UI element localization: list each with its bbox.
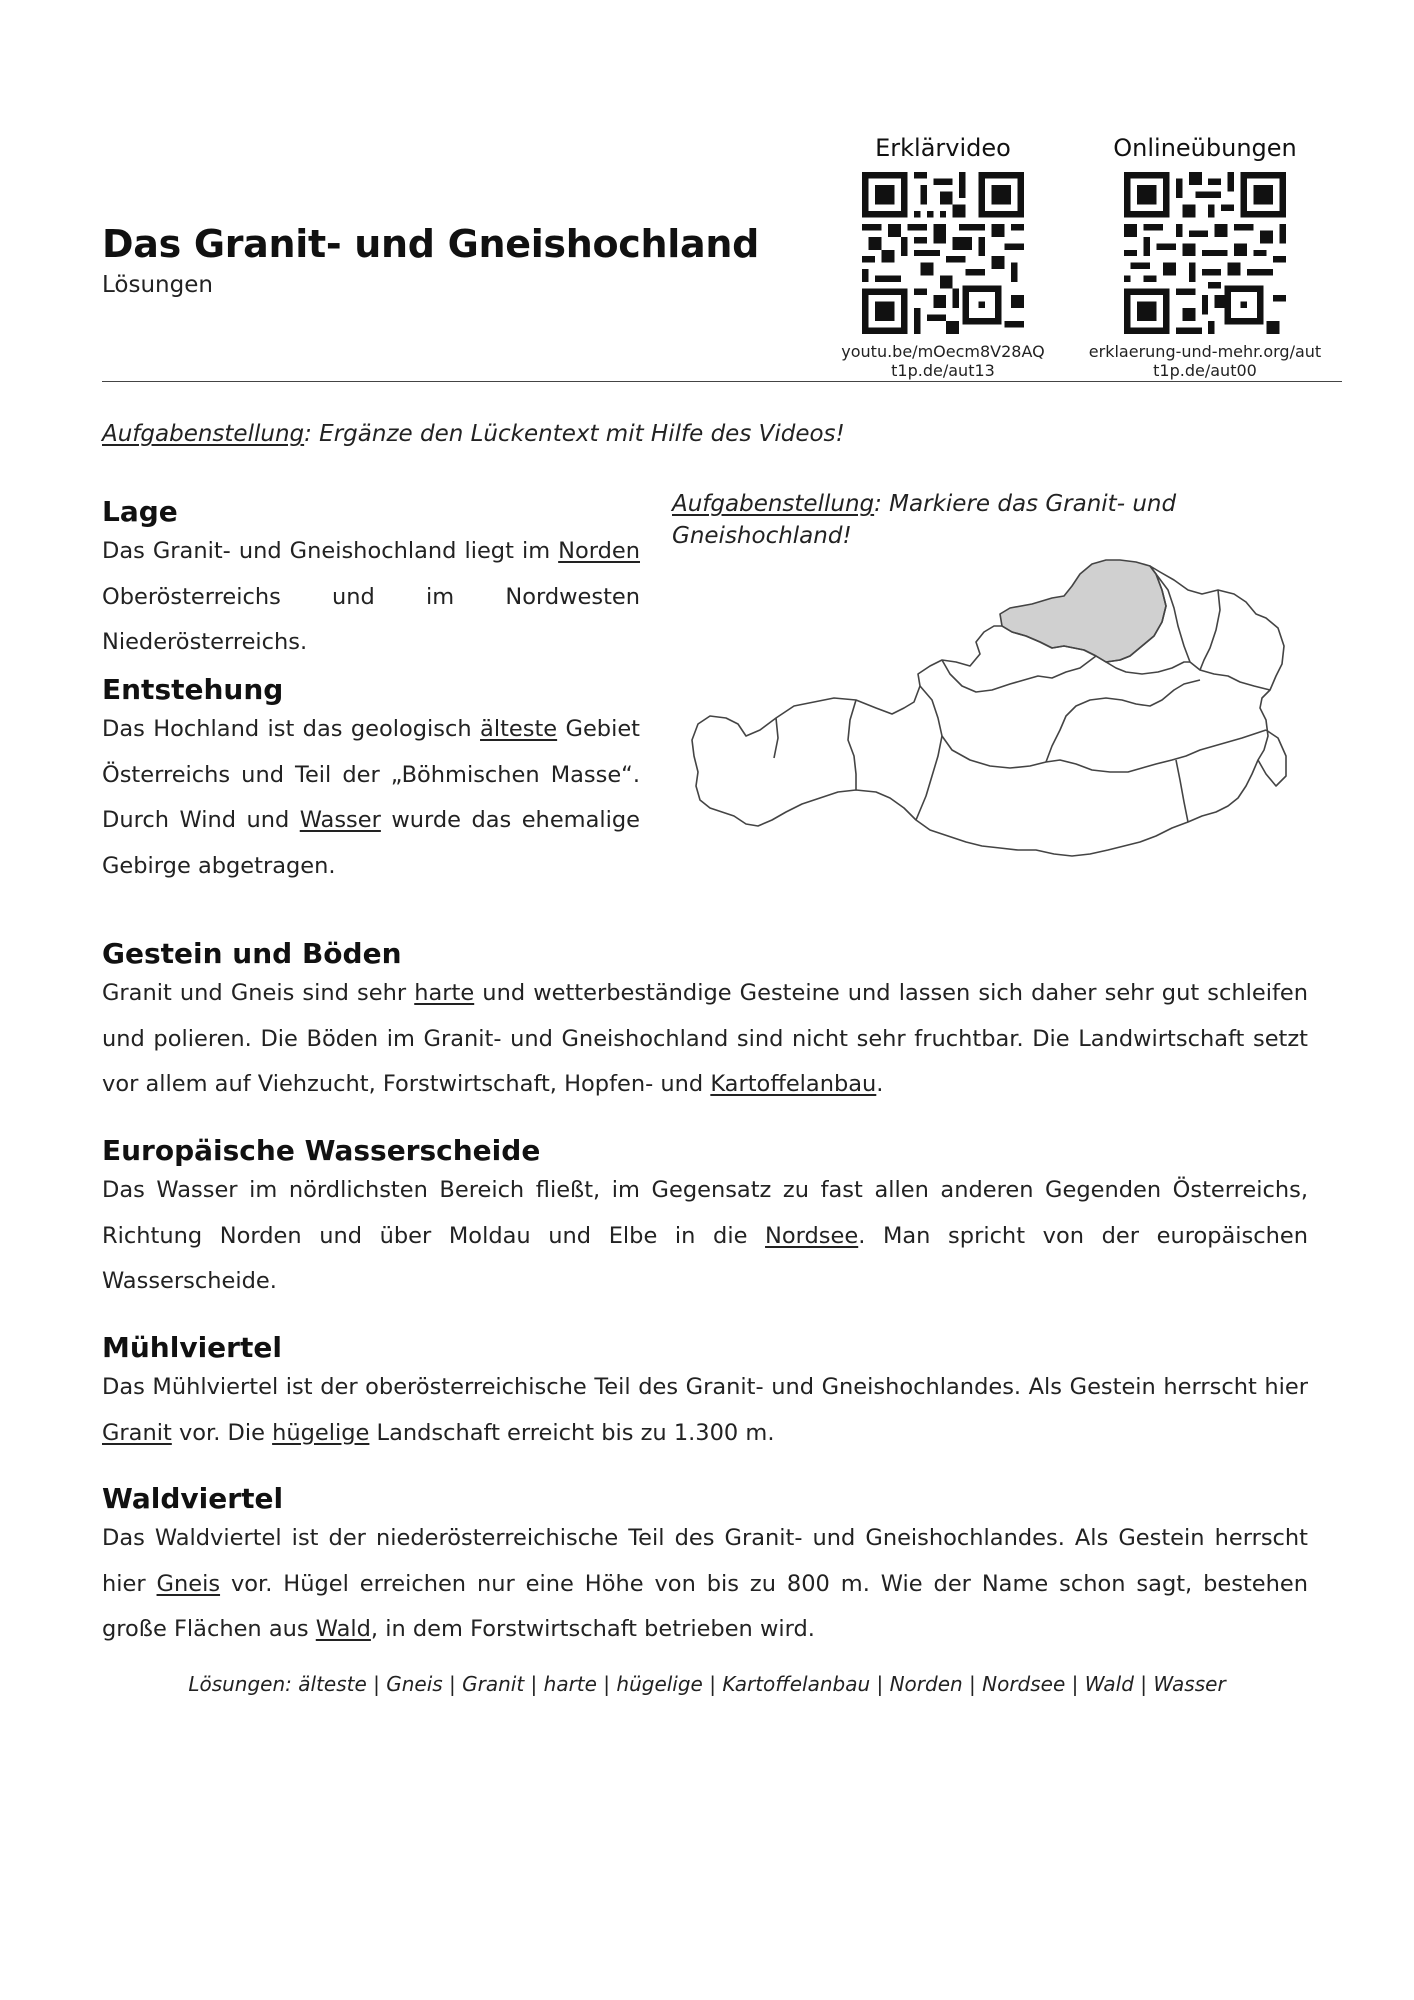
section-heading-muehlviertel: Mühlviertel (102, 1331, 282, 1364)
section-gestein (102, 937, 1308, 1108)
section-heading-gestein: Gestein und Böden (102, 937, 402, 970)
qr-video-link-short[interactable]: t1p.de/aut13 (891, 361, 995, 380)
text-run: Das Wasser im nördlichsten Bereich fließt, im Gegensatz zu fast allen anderen Gegenden Österreichs, Richtung Norden und über Moldau und Elbe in die (102, 1177, 1308, 1249)
text-run: . Man spricht von der europäischen Wasserscheide. (102, 1222, 1308, 1294)
qr-code-video-icon[interactable] (862, 172, 1024, 334)
map-state-border (942, 656, 1096, 692)
qr-video-block (818, 134, 1068, 380)
qr-exercises-label: Onlineübungen (1113, 134, 1297, 162)
map-state-border (1200, 590, 1220, 670)
answer-nordsee: Nordsee (765, 1222, 859, 1249)
page-subtitle: Lösungen (102, 272, 213, 298)
text-run: , in dem Forstwirtschaft betrieben wird. (370, 1616, 815, 1642)
text-run: Gebiet Österreichs und Teil der „Böhmischen Masse“. Durch Wind und (102, 716, 640, 833)
text-run: Das Waldviertel ist der niederösterreichische Teil des Granit- und Gneishochlandes. Als Gestein herrscht hier (102, 1525, 1308, 1597)
answer-kartoffelanbau: Kartoffelanbau (710, 1071, 877, 1097)
map-state-border (774, 718, 778, 758)
text-run: Oberösterreichs und im Nordwesten Niederösterreichs. (102, 583, 640, 655)
map-state-border (916, 736, 942, 820)
answer-gneis: Gneis (156, 1570, 221, 1597)
answer-harte: harte (414, 980, 475, 1006)
map-state-border (1258, 730, 1286, 786)
solutions-line: Lösungen: älteste | Gneis | Granit | harte | hügelige | Kartoffelanbau | Norden | Nordsee | Wald | Wasser (188, 1672, 1226, 1696)
answer-granit: Granit (102, 1419, 172, 1446)
section-wasserscheide (102, 1134, 1308, 1305)
map-country-outline (692, 566, 1284, 856)
answer-wasser: Wasser (299, 807, 381, 833)
answer-aelteste: älteste (480, 716, 558, 742)
text-run: vor. Hügel erreichen nur eine Höhe von bis zu 800 m. Wie der Name schon sagt, bestehen große Flächen aus (102, 1570, 1308, 1642)
section-muehlviertel (102, 1331, 1308, 1456)
section-text-wasserscheide (102, 1168, 1308, 1305)
section-waldviertel (102, 1482, 1308, 1653)
answer-huegelige: hügelige (272, 1419, 370, 1446)
text-run: und wetterbeständige Gesteine und lassen sich daher sehr gut schleifen und polieren. Die Böden im Granit- und Gneishochland sind nicht sehr fruchtbar. Die Landwirtschaft setzt vor allem auf Viehzucht, Forstwirtschaft, Hopfen- und (102, 980, 1308, 1097)
section-text-muehlviertel (102, 1365, 1308, 1456)
section-text-gestein (102, 971, 1308, 1108)
section-text-lage (102, 529, 640, 666)
map-task-text: : Markiere das Granit- und Gneishochland! (672, 491, 1177, 549)
map-task-label: Aufgabenstellung (672, 491, 875, 517)
text-run: wurde das ehemalige Gebirge abgetragen. (102, 807, 640, 879)
map-state-border (1046, 680, 1200, 762)
page-title: Das Granit- und Gneishochland (102, 222, 760, 266)
map-state-border (848, 700, 856, 790)
austria-map (680, 550, 1320, 875)
section-lage (102, 495, 640, 666)
qr-video-label: Erklärvideo (875, 134, 1011, 162)
qr-code-exercises-icon[interactable] (1124, 172, 1286, 334)
section-heading-lage: Lage (102, 495, 178, 528)
map-state-border (1106, 662, 1190, 674)
map-state-border (1176, 760, 1188, 822)
section-heading-waldviertel: Waldviertel (102, 1482, 284, 1515)
text-run: Das Mühlviertel ist der oberösterreichische Teil des Granit- und Gneishochlandes. Als Gestein herrscht hier (102, 1374, 1308, 1400)
qr-exercises-link-long[interactable]: erklaerung-und-mehr.org/aut (1088, 342, 1322, 361)
text-run: vor. Die (171, 1419, 273, 1446)
text-run: . (876, 1071, 884, 1097)
map-state-border (920, 686, 1046, 768)
task-text: : Ergänze den Lückentext mit Hilfe des Videos! (304, 421, 845, 447)
section-text-entstehung (102, 707, 640, 889)
section-entstehung (102, 673, 640, 889)
qr-video-link-long[interactable]: youtu.be/mOecm8V28AQ (841, 342, 1045, 361)
map-state-border (1046, 730, 1266, 772)
section-text-waldviertel (102, 1516, 1308, 1653)
text-run: Granit und Gneis sind sehr (102, 980, 415, 1006)
text-run: Das Granit- und Gneishochland liegt im (102, 538, 559, 564)
section-heading-wasserscheide: Europäische Wasserscheide (102, 1134, 541, 1167)
section-heading-entstehung: Entstehung (102, 673, 284, 706)
text-run: Das Hochland ist das geologisch (102, 716, 481, 742)
answer-norden: Norden (558, 538, 640, 564)
task-label: Aufgabenstellung (102, 421, 305, 447)
text-run: Landschaft erreicht bis zu 1.300 m. (369, 1419, 775, 1446)
answer-wald: Wald (315, 1616, 371, 1642)
task-instruction-text (102, 421, 845, 447)
qr-exercises-link-short[interactable]: t1p.de/aut00 (1153, 361, 1257, 380)
map-task-instruction (672, 488, 1232, 552)
header-divider (102, 381, 1342, 382)
qr-exercises-block (1080, 134, 1330, 380)
